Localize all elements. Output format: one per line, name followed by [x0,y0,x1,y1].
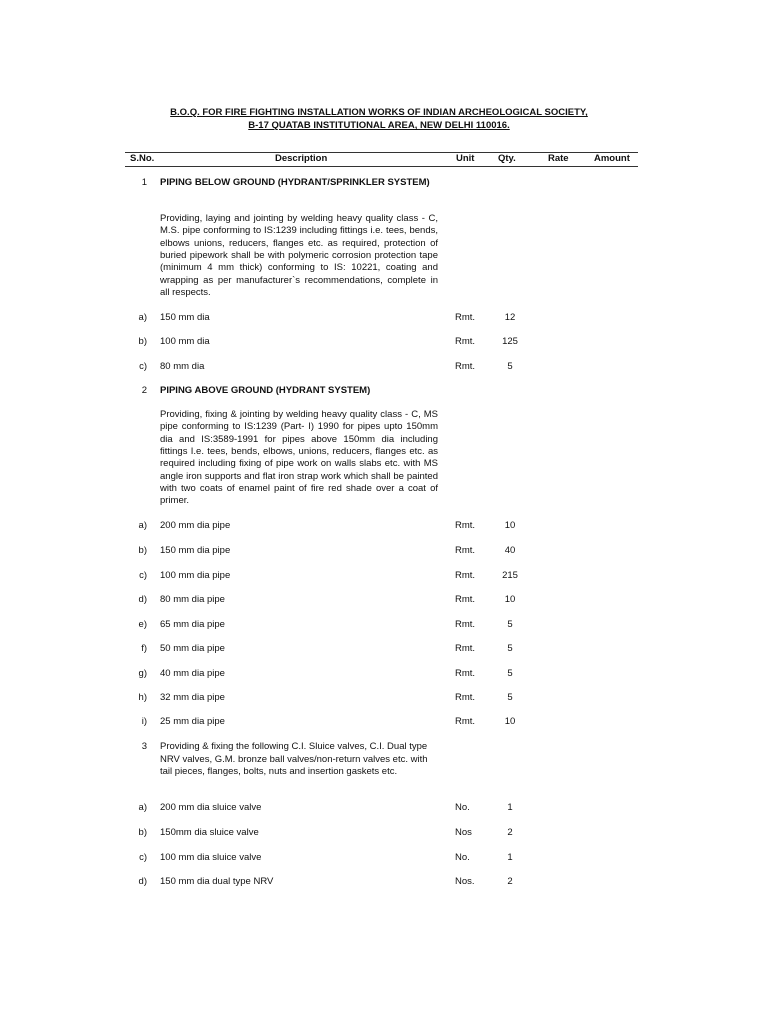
section-number: 3 [141,741,147,752]
item-description: 100 mm dia [160,336,210,347]
section-description-line: NRV valves, G.M. bronze ball valves/non-return valves etc. with [160,754,428,765]
item-sno: a) [138,802,147,813]
item-unit: Rmt. [455,520,476,531]
item-unit: Rmt. [455,545,476,556]
item-description: 150 mm dia [160,312,210,323]
item-unit: Rmt. [455,716,476,727]
item-qty: 5 [507,361,513,372]
item-unit: Rmt. [455,692,476,703]
item-description: 50 mm dia pipe [160,643,225,654]
item-sno: c) [139,361,147,372]
item-description: 100 mm dia pipe [160,570,231,581]
header-description: Description [275,153,328,164]
item-unit: No. [455,852,470,863]
item-qty: 1 [507,852,513,863]
item-description: 80 mm dia pipe [160,594,225,605]
item-sno: a) [138,312,147,323]
item-qty: 2 [507,827,513,838]
item-description: 150 mm dia dual type NRV [160,876,274,887]
item-unit: Rmt. [455,336,476,347]
document-title-line-1: B.O.Q. FOR FIRE FIGHTING INSTALLATION WORKS OF INDIAN ARCHEOLOGICAL SOCIETY, [170,107,588,118]
item-sno: b) [138,336,147,347]
document-title-line-2: B-17 QUATAB INSTITUTIONAL AREA, NEW DELHI 110016. [248,120,510,131]
section-number: 2 [141,385,147,396]
item-sno: b) [138,545,147,556]
item-sno: e) [138,619,147,630]
item-qty: 1 [507,802,513,813]
item-unit: Rmt. [455,594,476,605]
item-qty: 5 [507,619,513,630]
item-unit: Rmt. [455,312,476,323]
section-number: 1 [141,177,147,188]
item-unit: Rmt. [455,668,476,679]
item-qty: 125 [502,336,518,347]
section-description-line: tail pieces, flanges, bolts, nuts and insertion gaskets etc. [160,766,398,777]
item-description: 80 mm dia [160,361,205,372]
item-description: 65 mm dia pipe [160,619,225,630]
item-qty: 5 [507,643,513,654]
item-unit: Rmt. [455,361,476,372]
section-description: Providing, laying and jointing by welding heavy quality class - C, M.S. pipe conforming to IS:1239 including fittings i.e. tees, bends, elbows unions, reducers, flanges etc. as required, protection of buried pipework shall be with polymeric corrosion protection tape (minimum 4 mm thick) conforming to IS: 10221, coating and wrapping as per manufacturer`s recommendations, complete in all respects. [160,213,438,299]
item-description: 40 mm dia pipe [160,668,225,679]
item-sno: d) [138,876,147,887]
header-amount: Amount [594,153,630,164]
item-sno: c) [139,852,147,863]
item-sno: i) [141,716,147,727]
item-qty: 10 [504,520,516,531]
item-qty: 10 [504,594,516,605]
item-description: 150mm dia sluice valve [160,827,259,838]
item-qty: 215 [502,570,518,581]
item-qty: 5 [507,692,513,703]
item-sno: d) [138,594,147,605]
item-description: 150 mm dia pipe [160,545,231,556]
item-qty: 5 [507,668,513,679]
item-unit: Rmt. [455,643,476,654]
item-unit: No. [455,802,470,813]
section-heading: PIPING BELOW GROUND (HYDRANT/SPRINKLER SYSTEM) [160,177,430,188]
section-heading: PIPING ABOVE GROUND (HYDRANT SYSTEM) [160,385,371,396]
header-qty: Qty. [498,153,516,164]
item-qty: 40 [504,545,516,556]
item-qty: 12 [504,312,516,323]
section-description: Providing, fixing & jointing by welding heavy quality class - C, MS pipe conforming to IS:1239 (Part- I) 1990 for pipes upto 150mm dia and IS:3589-1991 for pipes above 150mm dia including fittings I.e. tees, bends, elbows, unions, reducers, flanges etc. as required including fixing of pipe work on walls slabs etc. with MS angle iron supports and flat iron strap work which shall be painted with two coats of enamel paint of fire red shade over a coat of primer. [160,409,438,507]
item-sno: a) [138,520,147,531]
item-sno: h) [138,692,147,703]
item-sno: b) [138,827,147,838]
header-rate: Rate [548,153,569,164]
item-sno: f) [141,643,147,654]
item-description: 200 mm dia pipe [160,520,231,531]
item-unit: Nos. [455,876,475,887]
item-description: 100 mm dia sluice valve [160,852,262,863]
item-description: 200 mm dia sluice valve [160,802,262,813]
item-unit: Nos [455,827,472,838]
item-unit: Rmt. [455,570,476,581]
header-unit: Unit [456,153,475,164]
item-unit: Rmt. [455,619,476,630]
item-description: 25 mm dia pipe [160,716,225,727]
table-header [125,152,638,167]
item-qty: 10 [504,716,516,727]
header-sno: S.No. [130,153,155,164]
item-sno: c) [139,570,147,581]
item-qty: 2 [507,876,513,887]
section-description-line: Providing & fixing the following C.I. Sluice valves, C.I. Dual type [160,741,428,752]
item-sno: g) [138,668,147,679]
item-description: 32 mm dia pipe [160,692,225,703]
